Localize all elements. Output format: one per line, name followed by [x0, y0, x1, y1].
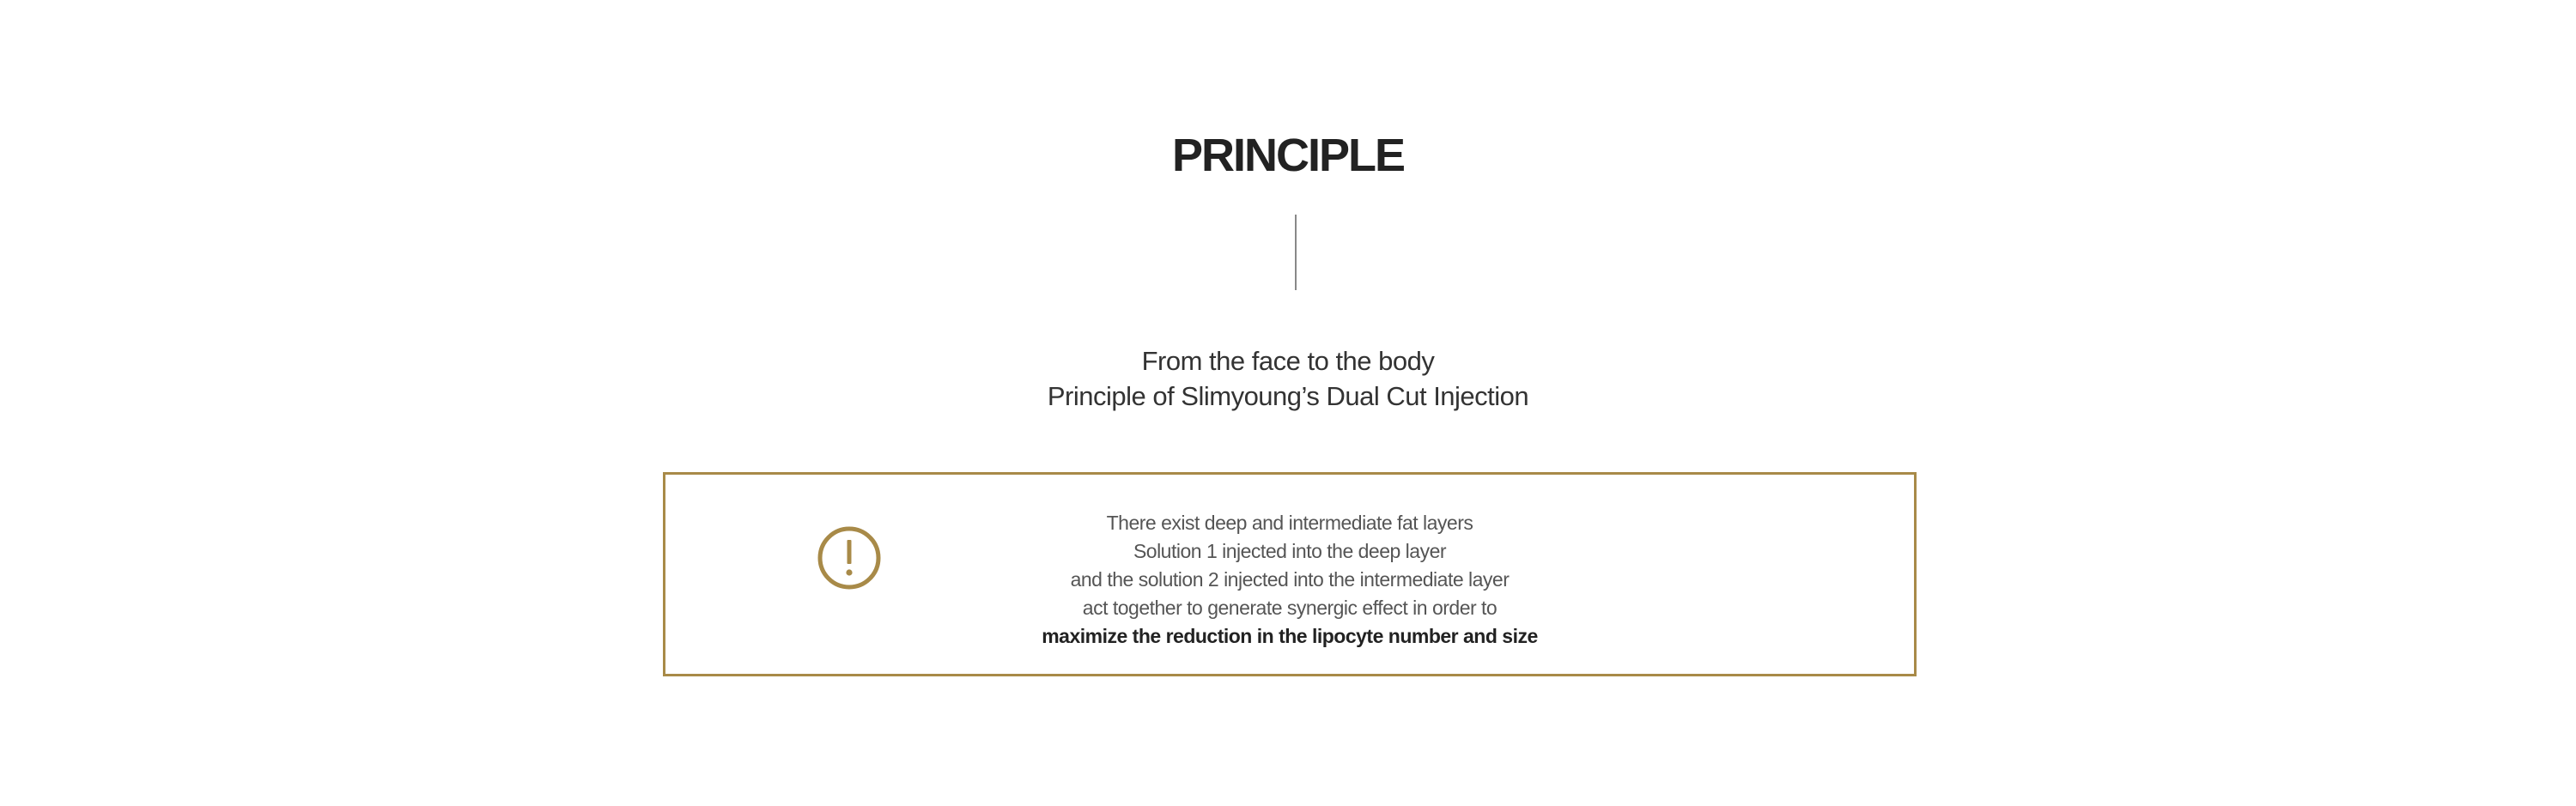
section-title: PRINCIPLE — [1171, 130, 1405, 181]
info-emphasis-line: maximize the reduction in the lipocyte number and size — [1042, 625, 1538, 647]
info-line: act together to generate synergic effect in order to — [1082, 597, 1498, 619]
section-subtitle — [0, 343, 2576, 414]
info-line: There exist deep and intermediate fat layers — [1106, 512, 1473, 534]
vertical-divider — [1295, 215, 1297, 290]
info-box — [663, 472, 1917, 676]
subtitle-line: Principle of Slimyoung’s Dual Cut Injection — [1047, 381, 1529, 411]
info-text — [665, 509, 1914, 651]
subtitle-line: From the face to the body — [1141, 346, 1435, 376]
info-line: and the solution 2 injected into the intermediate layer — [1070, 568, 1510, 591]
info-line: Solution 1 injected into the deep layer — [1133, 540, 1447, 562]
